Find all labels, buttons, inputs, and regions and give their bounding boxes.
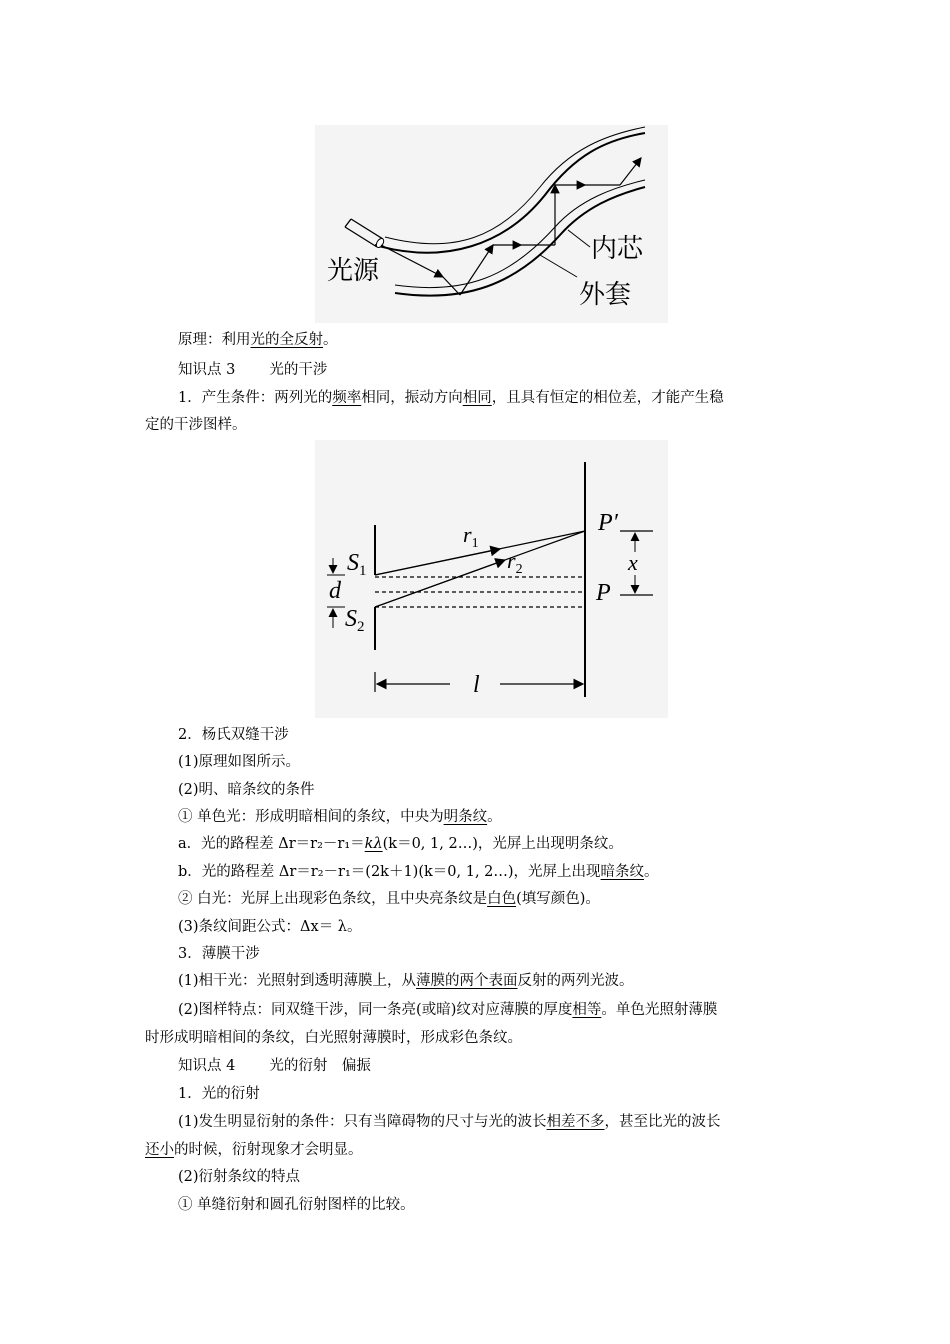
film-p2: (2)图样特点：同双缝干涉，同一条亮(或暗)纹对应薄膜的厚度相等。单色光照射薄膜 xyxy=(178,1002,718,1018)
double-slit-diagram xyxy=(315,440,668,718)
label-cladding: 外套 xyxy=(579,280,632,310)
fiber-figure xyxy=(315,125,668,323)
diff-p3: ① 单缝衍射和圆孔衍射图样的比较。 xyxy=(178,1197,415,1213)
answer-two-surfaces: 薄膜的两个表面 xyxy=(416,973,518,989)
film-p1: (1)相干光：光照射到透明薄膜上，从薄膜的两个表面反射的两列光波。 xyxy=(178,973,634,989)
kp4-heading: 知识点 4 光的衍射 偏振 xyxy=(178,1058,371,1074)
answer-smaller: 还小 xyxy=(145,1142,174,1158)
a-line: a．光的路程差 Δr＝r₂－r₁＝kλ(k＝0, 1, 2…)，光屏上出现明条纹。 xyxy=(178,836,623,852)
double-slit-figure xyxy=(315,440,668,718)
answer-same: 相同 xyxy=(462,390,492,406)
label-p: P xyxy=(596,580,611,606)
answer-similar: 相差不多 xyxy=(546,1114,605,1130)
light-source-icon xyxy=(345,219,385,249)
answer-total-reflection: 光的全反射 xyxy=(250,332,323,348)
label-r1: $r_1$ xyxy=(463,522,479,551)
white-line: ② 白光：光屏上出现彩色条纹，且中央亮条纹是白色(填写颜色)。 xyxy=(178,891,600,907)
label-s1: $S_1$ xyxy=(347,550,367,579)
b-line: b．光的路程差 Δr＝r₂－r₁＝(2k＋1)(k＝0, 1, 2…)，光屏上出现暗条纹。 xyxy=(178,864,659,880)
label-r2: $r_2$ xyxy=(507,548,523,577)
answer-bright-fringe: 明条纹 xyxy=(443,809,488,825)
young-p3: (3)条纹间距公式：Δx＝ λ。 xyxy=(178,919,362,935)
young-title: 2．杨氏双缝干涉 xyxy=(178,727,289,743)
film-title: 3．薄膜干涉 xyxy=(178,946,260,962)
young-p2: (2)明、暗条纹的条件 xyxy=(178,782,315,798)
answer-frequency: 频率 xyxy=(332,390,362,406)
fiber-diagram xyxy=(315,125,668,323)
diff-title: 1．光的衍射 xyxy=(178,1086,260,1102)
condition-line: 1．产生条件：两列光的频率相同，振动方向相同，且具有恒定的相位差，才能产生稳 xyxy=(178,390,724,406)
diff-p2: (2)衍射条纹的特点 xyxy=(178,1169,301,1185)
kp3-heading: 知识点 3 光的干涉 xyxy=(178,362,328,378)
young-p1: (1)原理如图所示。 xyxy=(178,754,301,770)
label-d: d xyxy=(329,578,341,604)
film-p2-cont: 时形成明暗相间的条纹，白光照射薄膜时，形成彩色条纹。 xyxy=(145,1030,522,1046)
label-x: x xyxy=(628,550,638,575)
principle-line: 原理：利用光的全反射。 xyxy=(178,332,338,348)
label-s2: $S_2$ xyxy=(345,606,365,635)
label-core: 内芯 xyxy=(591,234,644,264)
label-p-prime: P′ xyxy=(598,510,618,536)
answer-k-lambda: kλ xyxy=(364,836,383,852)
label-light-source: 光源 xyxy=(327,256,380,286)
mono-line: ① 单色光：形成明暗相间的条纹，中央为明条纹。 xyxy=(178,809,502,825)
answer-white: 白色 xyxy=(487,891,517,907)
answer-dark-fringe: 暗条纹 xyxy=(600,864,645,880)
label-l: l xyxy=(473,672,480,698)
answer-equal: 相等 xyxy=(572,1002,602,1018)
condition-cont: 定的干涉图样。 xyxy=(145,417,247,433)
diff-p1-cont: 还小的时候，衍射现象才会明显。 xyxy=(145,1142,363,1158)
diff-p1: (1)发生明显衍射的条件：只有当障碍物的尺寸与光的波长相差不多，甚至比光的波长 xyxy=(178,1114,721,1130)
